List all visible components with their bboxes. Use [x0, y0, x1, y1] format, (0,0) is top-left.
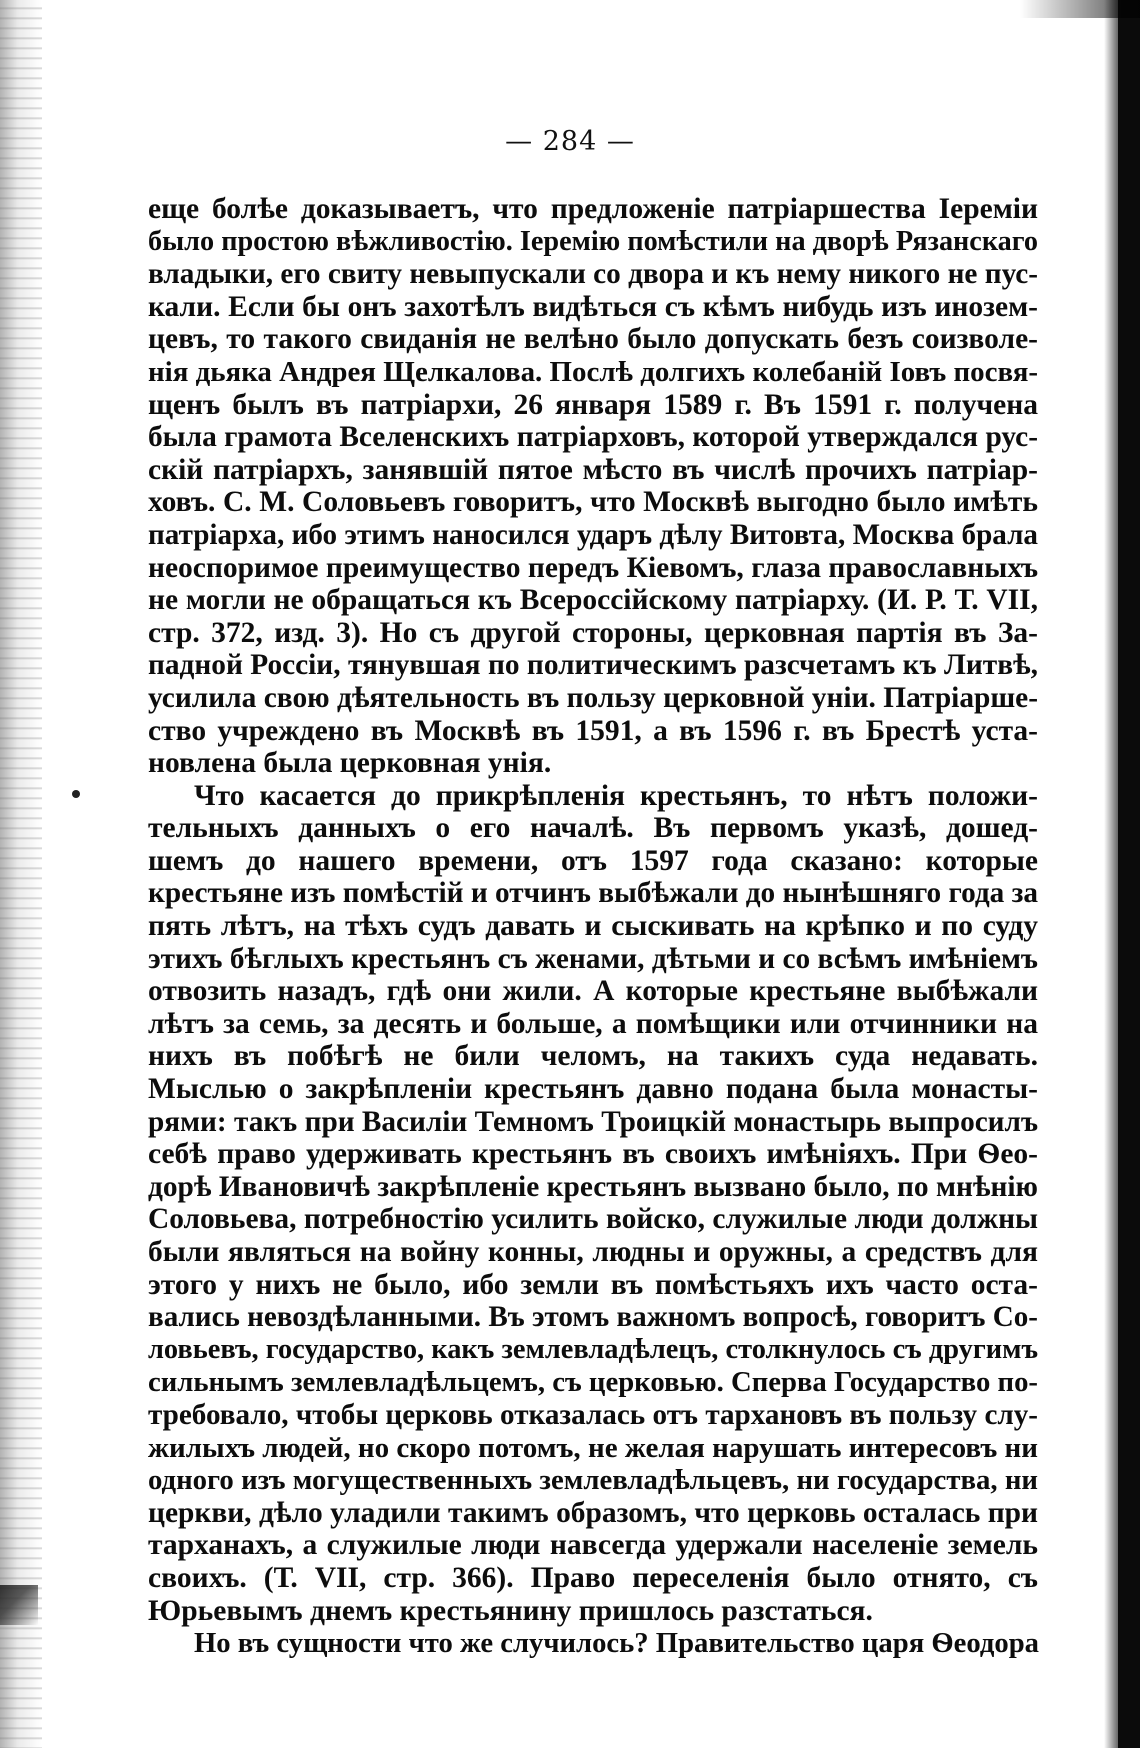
- scan-edge-left-smudge: [0, 1585, 38, 1625]
- text-line: шемъ до нашего времени, отъ 1597 года сказано: которые: [148, 844, 1038, 877]
- text-line: Что касается до прикрѣпленія крестьянъ, то нѣтъ положи-: [194, 779, 1038, 812]
- text-line: себѣ право удерживать крестьянъ въ своихъ имѣніяхъ. При Ѳео-: [148, 1138, 1038, 1171]
- text-line: патріарха, ибо этимъ наносился ударъ дѣлу Витовта, Москва брала: [148, 518, 1038, 551]
- scan-edge-right: [1118, 0, 1140, 1748]
- text-line: не могли не обращаться къ Всероссійскому патріарху. (И. Р. Т. VII,: [148, 584, 1038, 617]
- text-line: лѣтъ за семь, за десять и больше, а помѣщики или отчинники на: [148, 1007, 1038, 1040]
- text-line: церкви, дѣло уладили такимъ образомъ, что церковь осталась при: [148, 1496, 1038, 1529]
- text-line: этихъ бѣглыхъ крестьянъ съ женами, дѣтьми и со всѣмъ имѣніемъ: [148, 942, 1038, 975]
- text-line: цевъ, то такого свиданія не велѣно было допускать безъ соизволе-: [148, 323, 1038, 356]
- text-line: еще болѣе доказываетъ, что предложеніе патріаршества Іереміи: [148, 193, 1038, 225]
- text-line: Юрьевымъ днемъ крестьянину пришлось разстаться.: [148, 1594, 873, 1627]
- text-line: Но въ сущности что же случилось? Правительство царя Ѳеодора: [194, 1627, 1039, 1660]
- text-line: падной Россіи, тянувшая по политическимъ разсчетамъ къ Литвѣ,: [148, 649, 1038, 682]
- text-line: требовало, чтобы церковь отказалась отъ тархановъ въ пользу слу-: [148, 1398, 1038, 1431]
- text-line: кали. Если бы онъ захотѣлъ видѣться съ кѣмъ нибудь изъ инозем-: [148, 290, 1038, 323]
- scan-edge-right-shadow: [1104, 0, 1118, 1748]
- text-line: пять лѣтъ, на тѣхъ судъ давать и сыскивать на крѣпко и по суду: [148, 910, 1038, 943]
- text-line: стр. 372, изд. 3). Но съ другой стороны, церковная партія въ За-: [148, 616, 1038, 649]
- text-line: Мыслью о закрѣпленіи крестьянъ давно подана была монасты-: [148, 1073, 1038, 1106]
- text-line: крестьяне изъ помѣстій и отчинъ выбѣжали до нынѣшняго года за: [148, 877, 1038, 910]
- text-line: была грамота Вселенскихъ патріарховъ, которой утверждался рус-: [148, 421, 1038, 454]
- text-line: этого у нихъ не было, ибо земли въ помѣстьяхъ ихъ часто оста-: [148, 1268, 1038, 1301]
- scan-edge-left: [0, 0, 42, 1748]
- text-line: ство учреждено въ Москвѣ въ 1591, а въ 1596 г. въ Брестѣ уста-: [148, 714, 1038, 747]
- scan-edge-top-right: [1020, 0, 1140, 18]
- text-line: тельныхъ данныхъ о его началѣ. Въ первомъ указѣ, дошед-: [148, 812, 1038, 845]
- text-line: дорѣ Ивановичѣ закрѣпленіе крестьянъ вызвано было, по мнѣнію: [148, 1170, 1038, 1203]
- text-line: нія дьяка Андрея Щелкалова. Послѣ долгихъ колебаній Іовъ посвя-: [148, 355, 1038, 388]
- text-line: своихъ. (Т. VII, стр. 366). Право переселенія было отнято, съ: [148, 1561, 1038, 1594]
- text-line: скій патріархъ, занявшій пятое мѣсто въ числѣ прочихъ патріар-: [148, 453, 1038, 486]
- ink-dot-mark: [72, 790, 80, 798]
- text-line: рями: такъ при Василіи Темномъ Троицкій монастырь выпросилъ: [148, 1105, 1038, 1138]
- text-line: отвозить назадъ, гдѣ они жили. А которые крестьяне выбѣжали: [148, 975, 1038, 1008]
- text-line: сильнымъ землевладѣльцемъ, съ церковью. Сперва Государство по-: [148, 1366, 1038, 1399]
- page-number: — 284 —: [505, 126, 635, 157]
- body-text: [148, 193, 1038, 1660]
- text-line: были являться на войну конны, людны и оружны, а средствъ для: [148, 1236, 1038, 1268]
- text-line: ловьевъ, государство, какъ землевладѣлецъ, столкнулось съ другимъ: [148, 1333, 1038, 1365]
- text-line: неоспоримое преимущество передъ Кіевомъ, глаза православныхъ: [148, 551, 1038, 584]
- text-line: щенъ былъ въ патріархи, 26 января 1589 г. Въ 1591 г. получена: [148, 388, 1038, 421]
- text-line: ховъ. С. М. Соловьевъ говоритъ, что Москвѣ выгодно было имѣть: [148, 486, 1038, 519]
- text-line: было простою вѣжливостію. Іеремію помѣстили на дворѣ Рязанскаго: [148, 225, 1038, 257]
- text-line: тарханахъ, а служилые люди навсегда удержали населеніе земель: [148, 1529, 1038, 1562]
- text-line: вались невоздѣланными. Въ этомъ важномъ вопросѣ, говоритъ Со-: [148, 1301, 1038, 1334]
- text-line: жилыхъ людей, но скоро потомъ, не желая нарушать интересовъ ни: [148, 1431, 1038, 1464]
- text-line: нихъ въ побѣгѣ не били челомъ, на такихъ суда недавать.: [148, 1040, 1038, 1073]
- text-line: Соловьева, потребностію усилить войско, служилые люди должны: [148, 1203, 1038, 1236]
- text-line: новлена была церковная унія.: [148, 747, 552, 780]
- text-line: владыки, его свиту невыпускали со двора и къ нему никого не пус-: [148, 258, 1038, 291]
- text-line: усилила свою дѣятельность въ пользу церковной уніи. Патріарше-: [148, 681, 1038, 714]
- text-line: одного изъ могущественныхъ землевладѣльцевъ, ни государства, ни: [148, 1464, 1038, 1497]
